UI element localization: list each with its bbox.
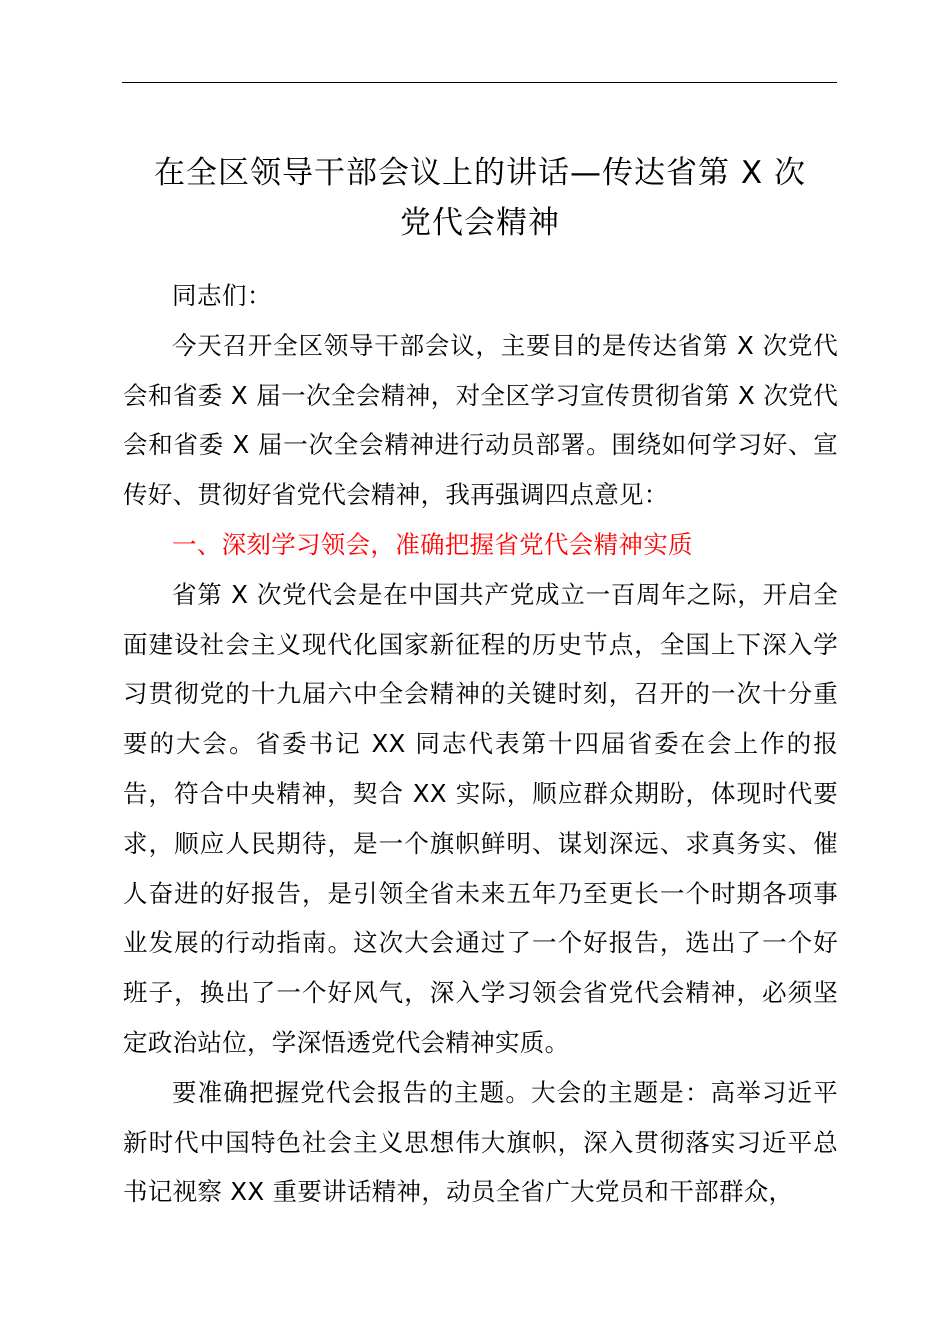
salutation: 同志们：: [172, 281, 272, 310]
title-line-2: 党代会精神: [400, 205, 560, 241]
document-title: [100, 148, 860, 248]
paragraph-theme: 要准确把握党代会报告的主题。大会的主题是：高举习近平新时代中国特色社会主义思想伟大旗帜，深入贯彻落实习近平总书记视察 XX 重要讲话精神，动员全省广大党员和干部群众，: [123, 1077, 838, 1207]
paragraph-intro: 今天召开全区领导干部会议，主要目的是传达省第 X 次党代会和省委 X 届一次全会精神，对全区学习宣传贯彻省第 X 次党代会和省委 X 届一次全会精神进行动员部署。围绕如何学习好、宣传好、贯彻好省党代会精神，我再强调四点意见：: [123, 330, 838, 510]
paragraph-congress: 省第 X 次党代会是在中国共产党成立一百周年之际，开启全面建设社会主义现代化国家新征程的历史节点，全国上下深入学习贯彻党的十九届六中全会精神的关键时刻，召开的一次十分重要的大会。省委书记 XX 同志代表第十四届省委在会上作的报告，符合中央精神，契合 XX 实际，顺应群众期盼，体现时代要求，顺应人民期待，是一个旗帜鲜明、谋划深远、求真务实、催人奋进的好报告，是引领全省未来五年乃至更长一个时期各项事业发展的行动指南。这次大会通过了一个好报告，选出了一个好班子，换出了一个好风气，深入学习领会省党代会精神，必须坚定政治站位，学深悟透党代会精神实质。: [123, 579, 838, 1057]
document-body: [123, 271, 838, 1217]
section-heading-1: 一、深刻学习领会，准确把握省党代会精神实质: [172, 529, 693, 559]
title-line-1: 在全区领导干部会议上的讲话—传达省第 X 次: [154, 155, 806, 191]
header-rule: [122, 82, 837, 83]
